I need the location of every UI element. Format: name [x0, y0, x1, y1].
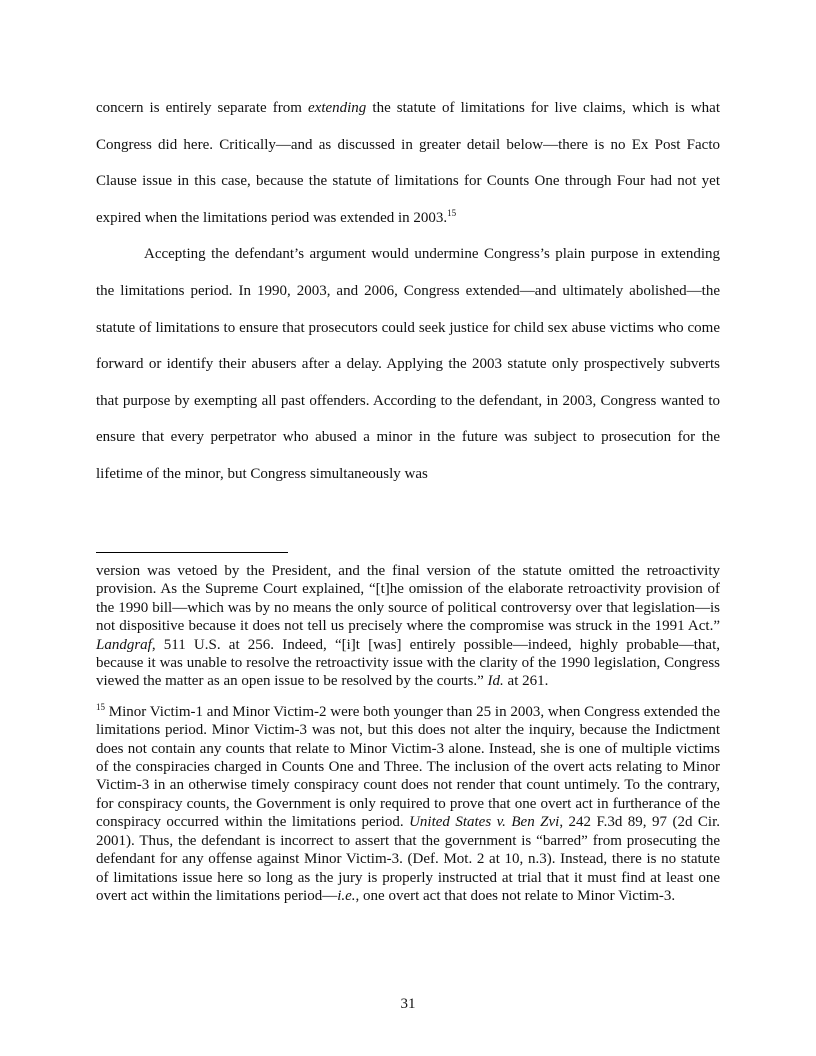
- fn15-text-a: Minor Victim-1 and Minor Victim-2 were both younger than 25 in 2003, when Congress extended the limitations period. Minor Victim-3 was not, but this does not alter the inquiry, because the Indictment does not contain any counts that relate to Minor Victim-3 alone. Instead, she is one of multiple victims of the conspiracies charged in Counts One and Three. The inclusion of the overt acts relating to Minor Victim-3 in an otherwise timely conspiracy count does not render that count untimely. To the contrary, for conspiracy counts, the Government is only required to prove that one overt act in furtherance of the conspiracy occurred within the limitations period.: [96, 703, 720, 831]
- para1-italic-extending: extending: [308, 100, 367, 116]
- fn15-text-c: , one overt act that does not relate to Minor Victim-3.: [355, 887, 676, 904]
- footnote-15-number: 15: [96, 701, 105, 712]
- fn-cont-text-b: , 511 U.S. at 256. Indeed, “[i]t [was] entirely possible—indeed, highly probable—that, because it was unable to resolve the retroactivity issue with the clarity of the 1990 legislation, Congress viewed the matter as an open issue to be resolved by the courts.”: [96, 636, 720, 690]
- para2-text: Accepting the defendant’s argument would undermine Congress’s plain purpose in extending the limitations period. In 1990, 2003, and 2006, Congress extended—and ultimately abolished—the statute of limitations to ensure that prosecutors could seek justice for child sex abuse victims who come forward or identify their abusers after a delay. Applying the 2003 statute only prospectively subverts that purpose by exempting all past offenders. According to the defendant, in 2003, Congress wanted to ensure that every perpetrator who abused a minor in the future was subject to prosecution for the lifetime of the minor, but Congress simultaneously was: [96, 246, 720, 482]
- footnote-15: [96, 703, 720, 905]
- footnote-ref-15[interactable]: 15: [447, 207, 457, 218]
- paragraph-2: [96, 236, 720, 492]
- fn-cont-id: Id.: [487, 673, 504, 690]
- fn15-text-b: , 242 F.3d 89, 97 (2d Cir. 2001). Thus, the defendant is incorrect to assert that the government is “barred” from prosecuting the defendant for any offense against Minor Victim-3. (Def. Mot. 2 at 10, n.3). Instead, there is no statute of limitations issue here so long as the jury is properly instructed at trial that it must find at least one overt act within the limitations period—: [96, 814, 721, 904]
- page-number: 31: [400, 996, 416, 1012]
- fn-cont-text-a: version was vetoed by the President, and the final version of the statute omitted the retroactivity provision. As the Supreme Court explained, “[t]he omission of the elaborate retroactivity provision of the 1990 bill—which was by no means the only source of political controversy over that legislation—is not dispositive because it does not tell us precisely where the compromise was struck in the 1991 Act.”: [96, 563, 720, 635]
- fn15-case-ben-zvi: United States v. Ben Zvi: [409, 814, 560, 831]
- footnote-divider: [96, 552, 288, 553]
- para1-text-b: the statute of limitations for live claims, which is what Congress did here. Critically—and as discussed in greater detail below—there is no Ex Post Facto Clause issue in this case, because the statute of limitations for Counts One through Four had not yet expired when the limitations period was extended in 2003.: [96, 100, 720, 226]
- para1-text-a: concern is entirely separate from: [96, 100, 308, 116]
- fn-cont-case-landgraf: Landgraf: [96, 636, 152, 653]
- main-text: [96, 90, 720, 493]
- fn15-ie: i.e.: [337, 887, 356, 904]
- footnote-continued: [96, 562, 720, 691]
- footnotes-section: [96, 552, 720, 905]
- paragraph-1: [96, 90, 720, 236]
- fn-cont-text-c: at 261.: [503, 673, 549, 690]
